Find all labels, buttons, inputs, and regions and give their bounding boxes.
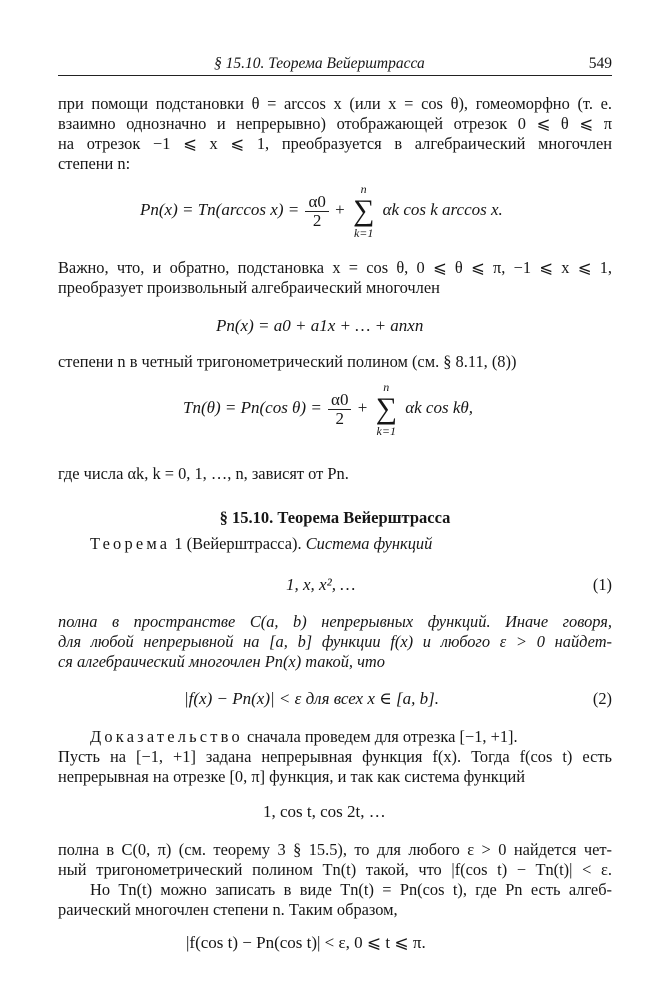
- para5-line3: Но Tn(t) можно записать в виде Tn(t) = Pn(cos t), где Pn есть алгеб-: [90, 880, 612, 899]
- theorem-line: [90, 534, 612, 554]
- equation-final-estimate: |f(cos t) − Pn(cos t)| < ε, 0 ⩽ t ⩽ π.: [186, 933, 426, 952]
- theorem-text-line1: полна в пространстве C(a, b) непрерывных функций. Иначе говоря,: [58, 612, 612, 631]
- equation-cos-system: 1, cos t, cos 2t, …: [263, 802, 386, 821]
- eq-main2-rhs: αk cos kθ,: [405, 397, 473, 417]
- eq-main1-frac-den: 2: [312, 210, 322, 230]
- para5-line4: раический многочлен степени n. Таким образом,: [58, 900, 398, 919]
- proof-line2: Пусть на [−1, +1] задана непрерывная функция f(x). Тогда f(cos t) есть: [58, 747, 612, 766]
- eq-main1-rhs: αk cos k arccos x.: [382, 199, 503, 219]
- running-header: [58, 53, 612, 75]
- header-rule: [58, 75, 612, 76]
- eq-main2-sum-top: n: [383, 380, 390, 394]
- equation-pn-arccos: [140, 182, 503, 240]
- eq-main2-frac-den: 2: [335, 408, 344, 428]
- para5-line1: полна в C(0, π) (см. теорему 3 § 15.5), то для любого ε > 0 найдется чет-: [58, 840, 612, 859]
- eq-main1-plus: +: [335, 199, 345, 219]
- equation-polynomial: Pn(x) = a0 + a1x + … + anxn: [216, 316, 424, 335]
- theorem-text-line3: ся алгебраический многочлен Pn(x) такой, что: [58, 652, 385, 671]
- equation-tn-theta: [183, 380, 473, 438]
- equation-2-body: |f(x) − Pn(x)| < ε для всех x ∈ [a, b].: [184, 689, 439, 708]
- para5-line2: ный тригонометрический полином Tn(t) такой, что |f(cos t) − Tn(t)| < ε.: [58, 860, 612, 879]
- para2-line2: преобразует произвольный алгебраический многочлен: [58, 278, 440, 297]
- para1-line2: взаимно однозначно и непрерывно) отображающей отрезок 0 ⩽ θ ⩽ π: [58, 114, 612, 133]
- theorem-text-line2: для любой непрерывной на [a, b] функции f(x) и любого ε > 0 найдет-: [58, 632, 612, 651]
- proof-line3: непрерывная на отрезке [0, π] функция, и так как система функций: [58, 767, 526, 786]
- theorem-word: Теорема: [90, 534, 171, 553]
- eq-main1-sum-bottom: k=1: [353, 226, 374, 240]
- eq-main1-fraction: [305, 193, 328, 230]
- para4: где числа αk, k = 0, 1, …, n, зависят от Pn.: [58, 464, 349, 483]
- para3: степени n в четный тригонометрический полином (см. § 8.11, (8)): [58, 352, 517, 371]
- para1-line4: степени n:: [58, 154, 131, 173]
- proof-word: Доказательство: [90, 727, 243, 746]
- section-title: § 15.10. Теорема Вейерштрасса: [219, 508, 451, 527]
- theorem-statement: Система функций: [305, 534, 433, 553]
- equation-1-body: 1, x, x², …: [286, 575, 356, 594]
- para2-line1: Важно, что, и обратно, подстановка x = cos θ, 0 ⩽ θ ⩽ π, −1 ⩽ x ⩽ 1,: [58, 258, 612, 277]
- theorem-lead: 1 (Вейерштрасса).: [170, 534, 306, 553]
- proof-line1-rest: сначала проведем для отрезка [−1, +1].: [242, 727, 518, 746]
- eq-main2-lhs: Tn(θ) = Pn(cos θ) =: [183, 397, 322, 417]
- eq-main1-lhs: Pn(x) = Tn(arccos x) =: [140, 199, 300, 219]
- para1-line3: на отрезок −1 ⩽ x ⩽ 1, преобразуется в алгебраический многочлен: [58, 134, 612, 153]
- eq-main2-sum: [376, 380, 397, 438]
- proof-line1: [90, 727, 612, 747]
- sigma-symbol: ∑: [375, 392, 397, 425]
- eq-main2-fraction: [328, 391, 351, 428]
- header-title: § 15.10. Теорема Вейерштрасса: [214, 55, 425, 72]
- page-number: 549: [588, 55, 612, 72]
- eq-main1-sum: [353, 182, 374, 240]
- eq-main1-sum-top: n: [360, 182, 367, 196]
- equation-1-number: (1): [592, 575, 612, 594]
- eq-main1-frac-num: α0: [305, 193, 328, 212]
- para1-line1: при помощи подстановки θ = arccos x (или x = cos θ), гомеоморфно (т. е.: [58, 94, 612, 113]
- eq-main2-sum-bottom: k=1: [376, 424, 396, 438]
- eq-main2-plus: +: [357, 397, 368, 417]
- equation-2-number: (2): [592, 689, 612, 708]
- sigma-symbol: ∑: [352, 194, 375, 227]
- eq-main2-frac-num: α0: [328, 391, 351, 410]
